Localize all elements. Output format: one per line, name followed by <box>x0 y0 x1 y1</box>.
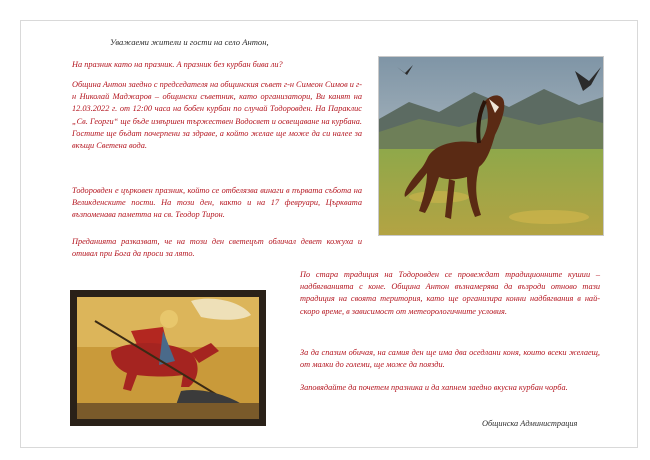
closing-paragraph: Заповядайте да почетем празника и да хапнем заедно вкусна курбан чорба. <box>300 383 568 392</box>
horse-riding-paragraph: За да спазим обичая, на самия ден ще има два оседлани коня, които всеки желаещ, от малки до големи, ще може да поязди. <box>300 348 600 370</box>
saint-icon-image <box>70 290 266 426</box>
horse-race-paragraph: По стара традиция на Тодоровден се провеждат традиционните кушии – надбягванията с коне. Община Антон възнамерява да възроди отново тази традиция на своята територия, като ще организира конни надбягвания в най-скоро време, в зависимост от метеорологичните условия. <box>300 270 600 316</box>
horse-photo <box>378 56 604 236</box>
signature: Общинска Администрация <box>482 419 578 428</box>
invitation-paragraph: Община Антон заедно с председателя на общинския съвет г-н Симеон Симов и г-н Николай Маджаров – общински съветник, като организатори, Ви канят на 12.03.2022 г. от 12:00 часа на бобен курбан по случай Тодоровден. На Параклис „Св. Георги“ ще бъде извършен тържествен Водосвет и освещаване на курбана. Гостите ще бъдат почерпени за здраве, а който желае ще може да си налее за вкъщи Светена вода. <box>72 80 362 151</box>
question-line: На празник като на празник. А празник без курбан бива ли? <box>72 60 283 69</box>
greeting: Уважаеми жители и гости на село Антон, <box>110 37 269 47</box>
feast-description-paragraph: Тодоровден е църковен празник, който се отбелязва винаги в първата събота на Великденските пости. На този ден, както и на 17 февруари, Църквата възпоменава паметта на св. Теодор Тирон. <box>72 186 362 220</box>
legend-paragraph: Преданията разказват, че на този ден светецът обличал девет кожуха и отивал при Бога да проси за лято. <box>72 237 362 259</box>
